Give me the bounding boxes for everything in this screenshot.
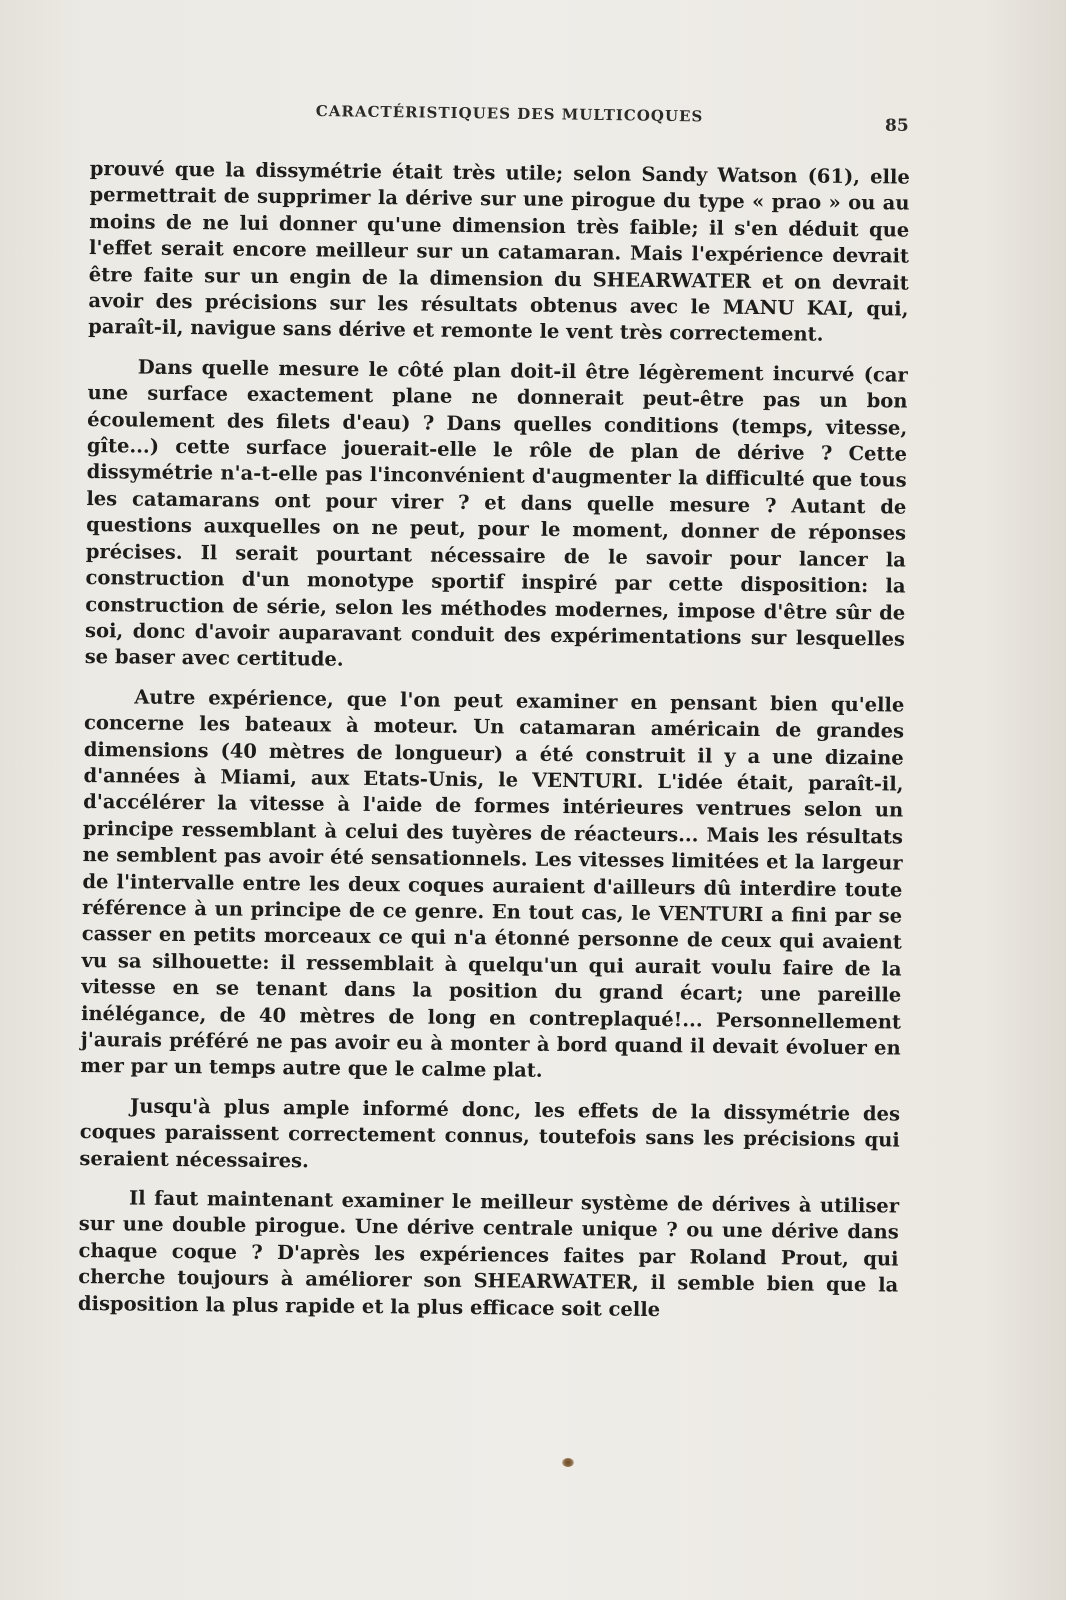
paragraph-5: Il faut maintenant examiner le meilleur système de dérives à utiliser sur une double pirogue. Une dérive centrale unique ? ou une dérive dans chaque coque ? D'après les expériences faites par Roland Prout, qui cherche toujours à améliorer son SHEARWATER, il semble bien que la disposition la plus rapide et la plus efficace soit celle bbox=[77, 1186, 900, 1321]
page-number: 85 bbox=[885, 116, 909, 136]
paragraph-2: Dans quelle mesure le côté plan doit-il être légèrement incurvé (car une surface exactement plane ne donnerait peut-être pas un bon écoulement des filets d'eau) ? Dans quelles conditions (temps, vitesse, gîte...) cette surface jouerait-elle le rôle de plan de dérive ? Cette dissymétrie n'a-t-elle pas l'inconvénient d'augmenter la difficulté que tous les catamarans ont pour virer ? et dans quelle mesure ? Autant de questions auxquelles on ne peut, pour le moment, donner de réponses précises. Il serait pourtant nécessaire de le savoir pour lancer la construction d'un monotype sportif inspiré par cette disposition: la construction de série, selon les méthodes modernes, impose d'être sûr de soi, donc d'avoir auparavant conduit des expérimentations sur lesquelles se baser avec certitude. bbox=[84, 355, 908, 671]
running-header: CARACTÉRISTIQUES DES MULTICOQUES bbox=[315, 102, 704, 126]
paragraph-3: Autre expérience, que l'on peut examiner en pensant bien qu'elle concerne les bateaux à moteur. Un catamaran américain de grandes dimensions (40 mètres de longueur) a été construit il y a une dizaine d'années à Miami, aux Etats-Unis, le VENTURI. L'idée était, paraît-il, d'accélérer la vitesse à l'aide de formes intérieures ventrues selon un principe ressemblant à celui des tuyères de réacteurs... Mais les résultats ne semblent pas avoir été sensationnels. Les vitesses limitées et la largeur de l'intervalle entre les deux coques auraient d'ailleurs dû interdire toute référence à un principe de ce genre. En tout cas, le VENTURI a fini par se casser en petits morceaux ce qui n'a étonné personne de ceux qui avaient vu sa silhouette: il ressemblait à quelqu'un qui aurait voulu faire de la vitesse en se tenant dans la position du grand écart; une pareille inélégance, de 40 mètres de long en contreplaqué!... Personnellement j'aurais préféré ne pas avoir eu à monter à bord quand il devait évoluer en mer par un temps autre que le calme plat. bbox=[80, 685, 905, 1083]
paragraph-4: Jusqu'à plus ample informé donc, les effets de la dissymétrie des coques paraissent correctement connus, toutefois sans les précisions qui seraient nécessaires. bbox=[79, 1094, 901, 1172]
ink-smudge bbox=[562, 1458, 574, 1467]
paragraph-1: prouvé que la dissymétrie était très utile; selon Sandy Watson (61), elle permettrait de supprimer la dérive sur une pirogue du type « prao » ou au moins de ne lui donner qu'une dimension très faible; il s'en déduit que l'effet serait encore meilleur sur un catamaran. Mais l'expérience devrait être faite sur un engin de la dimension du SHEARWATER et on devrait avoir des précisions sur les résultats obtenus avec le MANU KAI, qui, paraît-il, navigue sans dérive et remonte le vent très correctement. bbox=[88, 156, 910, 347]
body-text bbox=[78, 156, 910, 1339]
